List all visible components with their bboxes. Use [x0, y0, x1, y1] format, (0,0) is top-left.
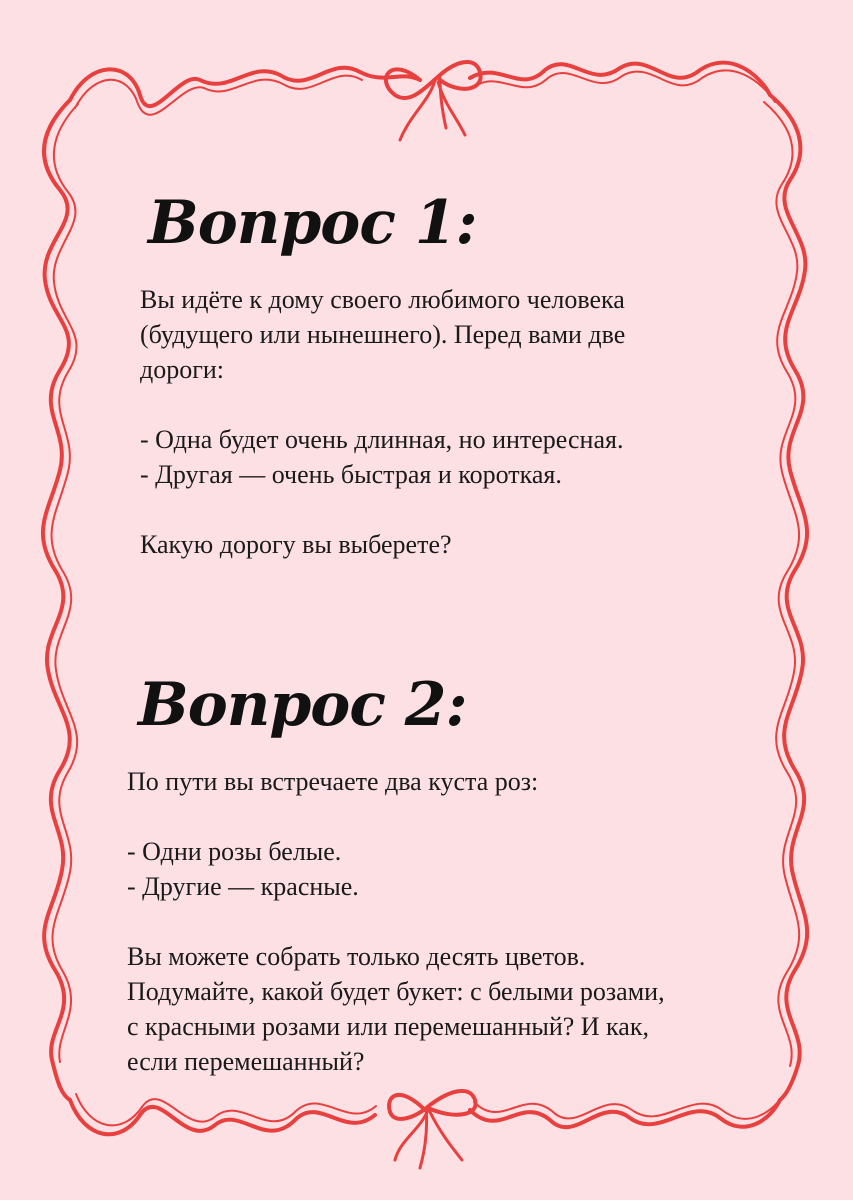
- question-2-prompt-line: Подумайте, какой будет букет: с белыми розами,: [127, 977, 665, 1006]
- question-1-option: - Другая — очень быстрая и короткая.: [140, 460, 562, 489]
- ribbon-bow-top: [386, 62, 481, 140]
- question-1-title: Вопрос 1:: [148, 188, 477, 258]
- question-1-line: (будущего или нынешнего). Перед вами две: [140, 320, 626, 349]
- ribbon-right: [770, 95, 807, 1100]
- question-1-line: дороги:: [140, 355, 225, 384]
- question-2-prompt-line: с красными розами или перемешанный? И как,: [127, 1012, 649, 1041]
- ribbon-bow-bottom: [389, 1091, 476, 1168]
- question-2-option: - Другие — красные.: [127, 872, 359, 901]
- ribbon-left: [43, 100, 70, 1100]
- question-1-prompt: Какую дорогу вы выберете?: [140, 530, 452, 559]
- question-1-option: - Одна будет очень длинная, но интересная.: [140, 425, 624, 454]
- question-2-title: Вопрос 2:: [138, 670, 467, 740]
- question-1-line: Вы идёте к дому своего любимого человека: [140, 285, 625, 314]
- question-2-prompt-line: если перемешанный?: [127, 1047, 365, 1076]
- question-2-intro: По пути вы встречаете два куста роз:: [127, 767, 539, 796]
- question-2-body: [127, 764, 665, 1079]
- question-2-prompt-line: Вы можете собрать только десять цветов.: [127, 942, 586, 971]
- question-1-body: [140, 282, 625, 562]
- question-2-option: - Одни розы белые.: [127, 837, 342, 866]
